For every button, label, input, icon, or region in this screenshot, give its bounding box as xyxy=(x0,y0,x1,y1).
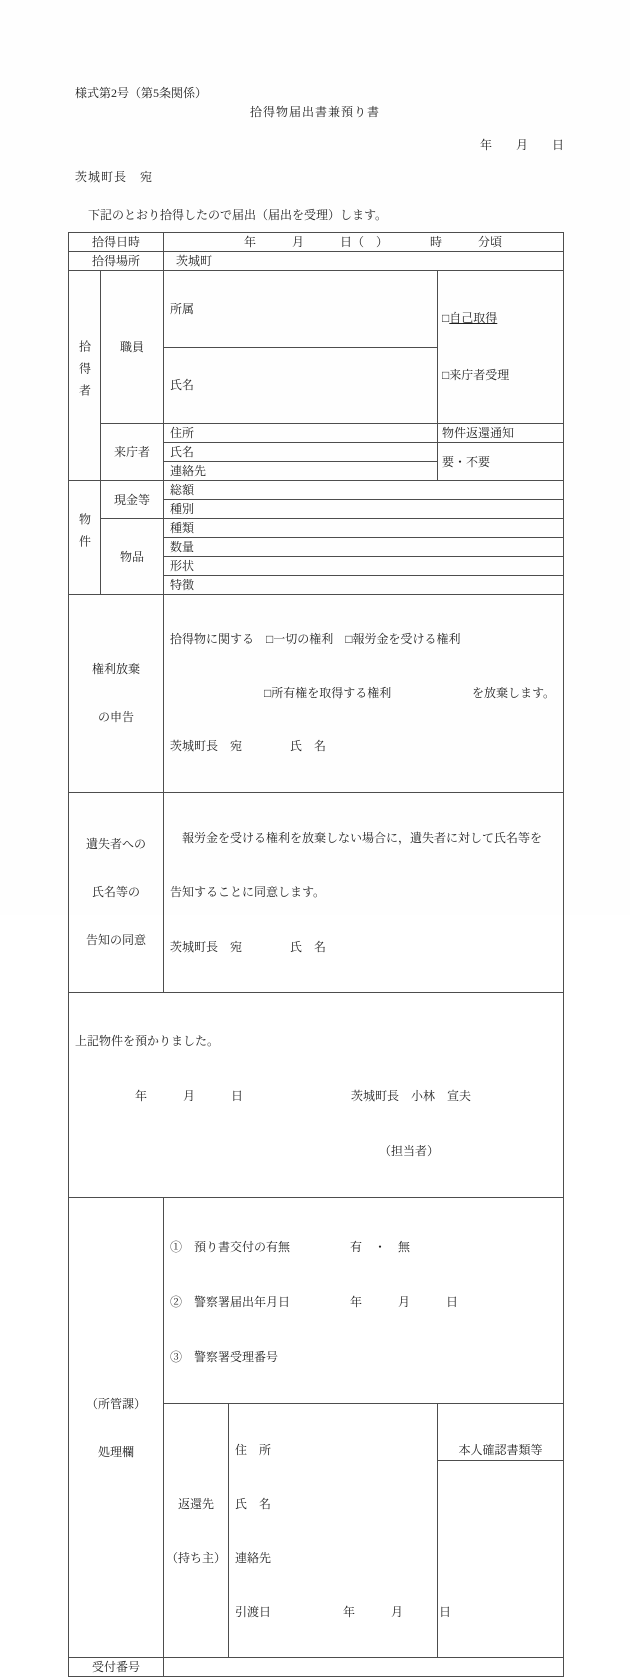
acquisition-checkboxes xyxy=(438,271,564,424)
consent-label xyxy=(69,792,164,993)
found-datetime-label: 拾得日時 xyxy=(69,233,164,252)
receipt-number-label: 受付番号 xyxy=(69,1658,164,1677)
return-to-fields xyxy=(229,1404,452,1658)
office-item-police-report-date: ② 警察署届出年月日 年 月 日 xyxy=(170,1295,459,1309)
page-title: 拾得物届出書兼預り書 xyxy=(249,105,380,119)
office-items xyxy=(164,1198,564,1404)
cash-type-label: 種別 xyxy=(164,500,564,519)
form-number: 様式第2号（第5条関係） xyxy=(75,86,208,100)
consent-label-line1: 遺失者への xyxy=(86,837,147,852)
checkbox-self-acquisition-label: 自己取得 xyxy=(449,311,498,325)
receipt-number-value xyxy=(164,1658,564,1677)
return-to-line2: （持ち主） xyxy=(166,1550,227,1565)
waiver-content xyxy=(164,595,564,793)
consent-label-line2: 氏名等の xyxy=(92,885,141,900)
return-required-choice: 要・不要 xyxy=(438,443,564,481)
office-item-receipt-issued: ① 預り書交付の有無 有 ・ 無 xyxy=(170,1240,411,1254)
waiver-renounce-text: を放棄します。 xyxy=(471,685,556,700)
cash-total-label: 総額 xyxy=(164,481,564,500)
form-table xyxy=(68,232,564,1677)
finder-group-label xyxy=(69,271,101,481)
cash-label: 現金等 xyxy=(101,481,164,519)
consent-label-line3: 告知の同意 xyxy=(86,933,147,948)
checkbox-visitor-acceptance: □来庁者受理 xyxy=(442,368,510,382)
goods-label: 物品 xyxy=(101,519,164,595)
visitor-address-label: 住所 xyxy=(164,424,438,443)
handover-date-label: 引渡日 年 月 日 xyxy=(235,1605,452,1619)
waiver-line1: 拾得物に関する □一切の権利 □報労金を受ける権利 xyxy=(170,632,461,646)
custody-statement xyxy=(69,993,564,1198)
waiver-line2 xyxy=(170,685,557,703)
visitor-contact-label: 連絡先 xyxy=(164,462,438,481)
waiver-label xyxy=(69,595,164,793)
return-contact-label: 連絡先 xyxy=(235,1551,272,1565)
office-label-line2: 処理欄 xyxy=(98,1444,135,1459)
found-datetime-value: 年 月 日（ ） 時 分頃 xyxy=(164,233,564,252)
checkbox-square-icon: □ xyxy=(442,311,450,325)
finder-vertical-text: 拾得者 xyxy=(77,340,92,406)
goods-kind-label: 種類 xyxy=(164,519,564,538)
consent-line2: 告知することに同意します。 xyxy=(170,885,326,899)
return-to-label xyxy=(164,1404,229,1658)
property-group-label xyxy=(69,481,101,595)
visitor-name-label: 氏名 xyxy=(164,443,438,462)
found-place-label: 拾得場所 xyxy=(69,252,164,271)
goods-feature-label: 特徴 xyxy=(164,576,564,595)
return-to-line1: 返還先 xyxy=(178,1496,215,1511)
custody-staff-line xyxy=(69,1142,563,1161)
id-documents-cell xyxy=(438,1404,564,1658)
date-line: 年 月 日 xyxy=(480,138,565,152)
office-section-label xyxy=(69,1198,164,1658)
consent-signature-line: 茨城町長 宛 氏 名 xyxy=(170,939,327,954)
consent-content xyxy=(164,792,564,993)
consent-line1: 報労金を受ける権利を放棄しない場合に，遺失者に対して氏名等を xyxy=(170,830,543,845)
custody-date-and-mayor: 年 月 日 茨城町長 小林 宣夫 xyxy=(75,1089,472,1103)
staff-label: 職員 xyxy=(101,271,164,424)
property-vertical-text: 物件 xyxy=(77,513,92,557)
id-documents-header: 本人確認書類等 xyxy=(438,1440,563,1461)
custody-line1: 上記物件を預かりました。 xyxy=(75,1034,220,1048)
staff-name-label: 氏名 xyxy=(164,347,438,424)
waiver-signature-line: 茨城町長 宛 氏 名 xyxy=(170,739,327,753)
goods-quantity-label: 数量 xyxy=(164,538,564,557)
waiver-checkbox-ownership: □所有権を取得する権利 xyxy=(264,685,392,700)
addressee: 茨城町長 宛 xyxy=(75,170,154,184)
checkbox-self-acquisition xyxy=(442,309,563,328)
office-item-police-receipt-number: ③ 警察署受理番号 xyxy=(170,1350,279,1364)
staff-affiliation-label: 所属 xyxy=(164,271,438,348)
custody-staff-label: （担当者） xyxy=(379,1144,440,1158)
waiver-label-line2: の申告 xyxy=(98,710,135,725)
found-place-value: 茨城町 xyxy=(164,252,564,271)
return-notice-label: 物件返還通知 xyxy=(438,424,564,443)
waiver-label-line1: 権利放棄 xyxy=(92,662,141,677)
office-label-line1: （所管課） xyxy=(86,1396,147,1411)
return-name-label: 氏 名 xyxy=(235,1497,272,1511)
visitor-label: 来庁者 xyxy=(101,424,164,481)
goods-shape-label: 形状 xyxy=(164,557,564,576)
intro-sentence: 下記のとおり拾得したので届出（届出を受理）します。 xyxy=(88,208,388,222)
return-address-label: 住 所 xyxy=(235,1443,272,1457)
